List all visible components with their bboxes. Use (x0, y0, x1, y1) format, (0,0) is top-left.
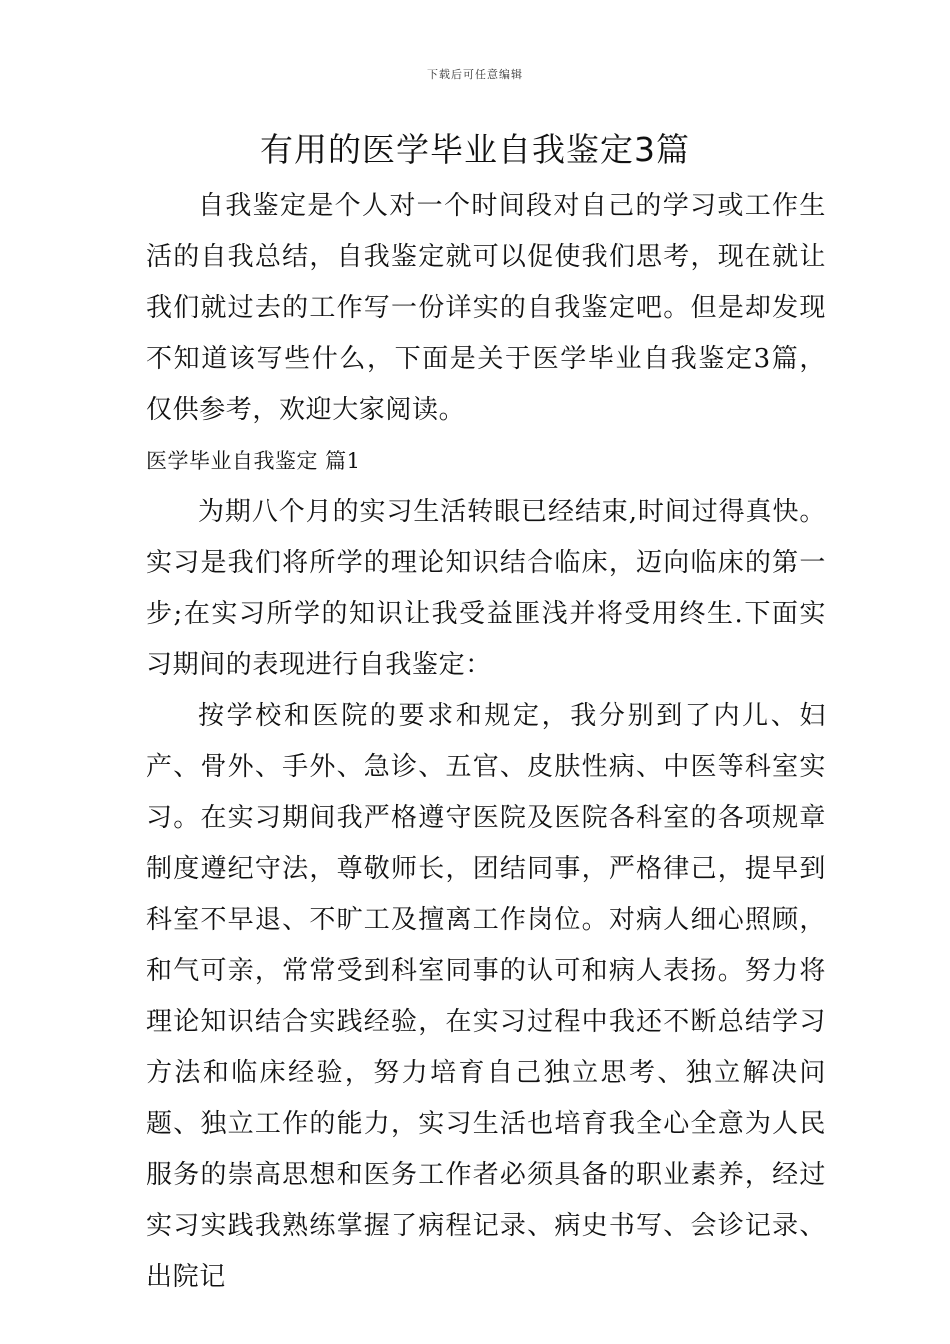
section-heading: 医学毕业自我鉴定 篇1 (146, 449, 361, 473)
header-note: 下载后可任意编辑 (427, 68, 523, 81)
body-paragraph: 为期八个月的实习生活转眼已经结束,时间过得真快。实习是我们将所学的理论知识结合临床，迈向临床的第一步;在实习所学的知识让我受益匪浅并将受用终生.下面实习期间的表现进行自我鉴定： (146, 497, 826, 680)
document-title: 有用的医学毕业自我鉴定3篇 (260, 130, 690, 169)
document-body (146, 181, 826, 1303)
intro-paragraph: 自我鉴定是个人对一个时间段对自己的学习或工作生活的自我总结，自我鉴定就可以促使我们思考，现在就让我们就过去的工作写一份详实的自我鉴定吧。但是却发现不知道该写些什么，下面是关于医学毕业自我鉴定3篇，仅供参考，欢迎大家阅读。 (146, 191, 826, 425)
body-paragraph: 按学校和医院的要求和规定，我分别到了内儿、妇产、骨外、手外、急诊、五官、皮肤性病、中医等科室实习。在实习期间我严格遵守医院及医院各科室的各项规章制度遵纪守法，尊敬师长，团结同事，严格律己，提早到科室不早退、不旷工及擅离工作岗位。对病人细心照顾，和气可亲，常常受到科室同事的认可和病人表扬。努力将理论知识结合实践经验，在实习过程中我还不断总结学习方法和临床经验，努力培育自己独立思考、独立解决问题、独立工作的能力，实习生活也培育我全心全意为人民服务的崇高思想和医务工作者必须具备的职业素养，经过实习实践我熟练掌握了病程记录、病史书写、会诊记录、出院记 (146, 701, 826, 1292)
